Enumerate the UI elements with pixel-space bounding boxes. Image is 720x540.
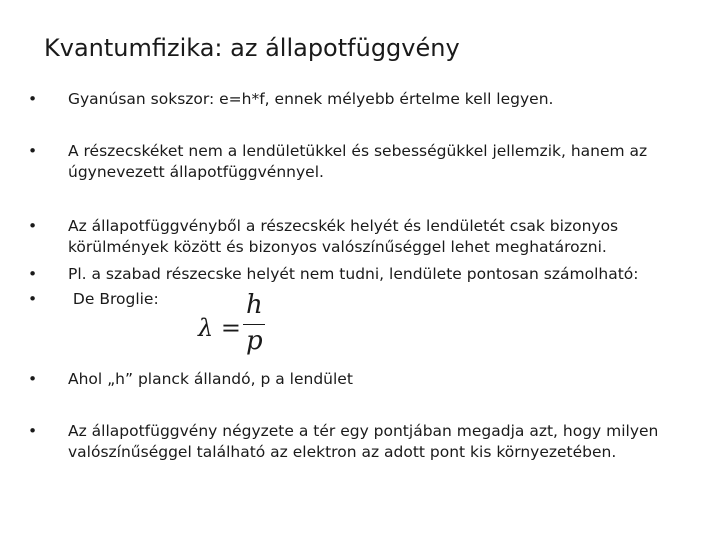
bullet-item [28, 264, 688, 285]
bullet-item [28, 421, 688, 463]
bullet-item [28, 369, 688, 390]
bullet-dot: • [28, 265, 38, 283]
formula-lambda: λ = [198, 314, 241, 342]
formula-fraction-bar [243, 324, 265, 325]
bullet-text: Az állapotfüggvényből a részecskék helyét és lendületét csak bizonyos körülmények között és bizonyos valószínűséggel lehet meghatározni. [68, 217, 619, 256]
slide-title: Kvantumfizika: az állapotfüggvény [44, 34, 460, 62]
bullet-text: Ahol „h” planck állandó, p a lendület [68, 370, 353, 388]
bullet-text: Az állapotfüggvény négyzete a tér egy pontjában megadja azt, hogy milyen valószínűséggel található az elektron az adott pont kis környezetében. [68, 422, 659, 461]
bullet-item [28, 89, 688, 110]
bullet-dot: • [28, 90, 38, 108]
bullet-text: Gyanúsan sokszor: e=h*f, ennek mélyebb értelme kell legyen. [68, 90, 554, 108]
bullet-text: Pl. a szabad részecske helyét nem tudni, lendülete pontosan számolható: [68, 265, 639, 283]
formula-numerator: h [246, 290, 263, 320]
bullet-item [28, 141, 688, 183]
bullet-dot: • [28, 290, 38, 308]
bullet-item [28, 216, 688, 258]
bullet-dot: • [28, 422, 38, 440]
bullet-dot: • [28, 217, 38, 235]
formula-denominator: p [246, 326, 263, 356]
bullet-text: A részecskéket nem a lendületükkel és sebességükkel jellemzik, hanem az úgynevezett állapotfüggvénnyel. [68, 142, 648, 181]
bullet-dot: • [28, 142, 38, 160]
bullet-item [28, 289, 688, 310]
bullet-dot: • [28, 370, 38, 388]
bullet-text: De Broglie: [68, 290, 159, 308]
de-broglie-formula [198, 292, 278, 362]
